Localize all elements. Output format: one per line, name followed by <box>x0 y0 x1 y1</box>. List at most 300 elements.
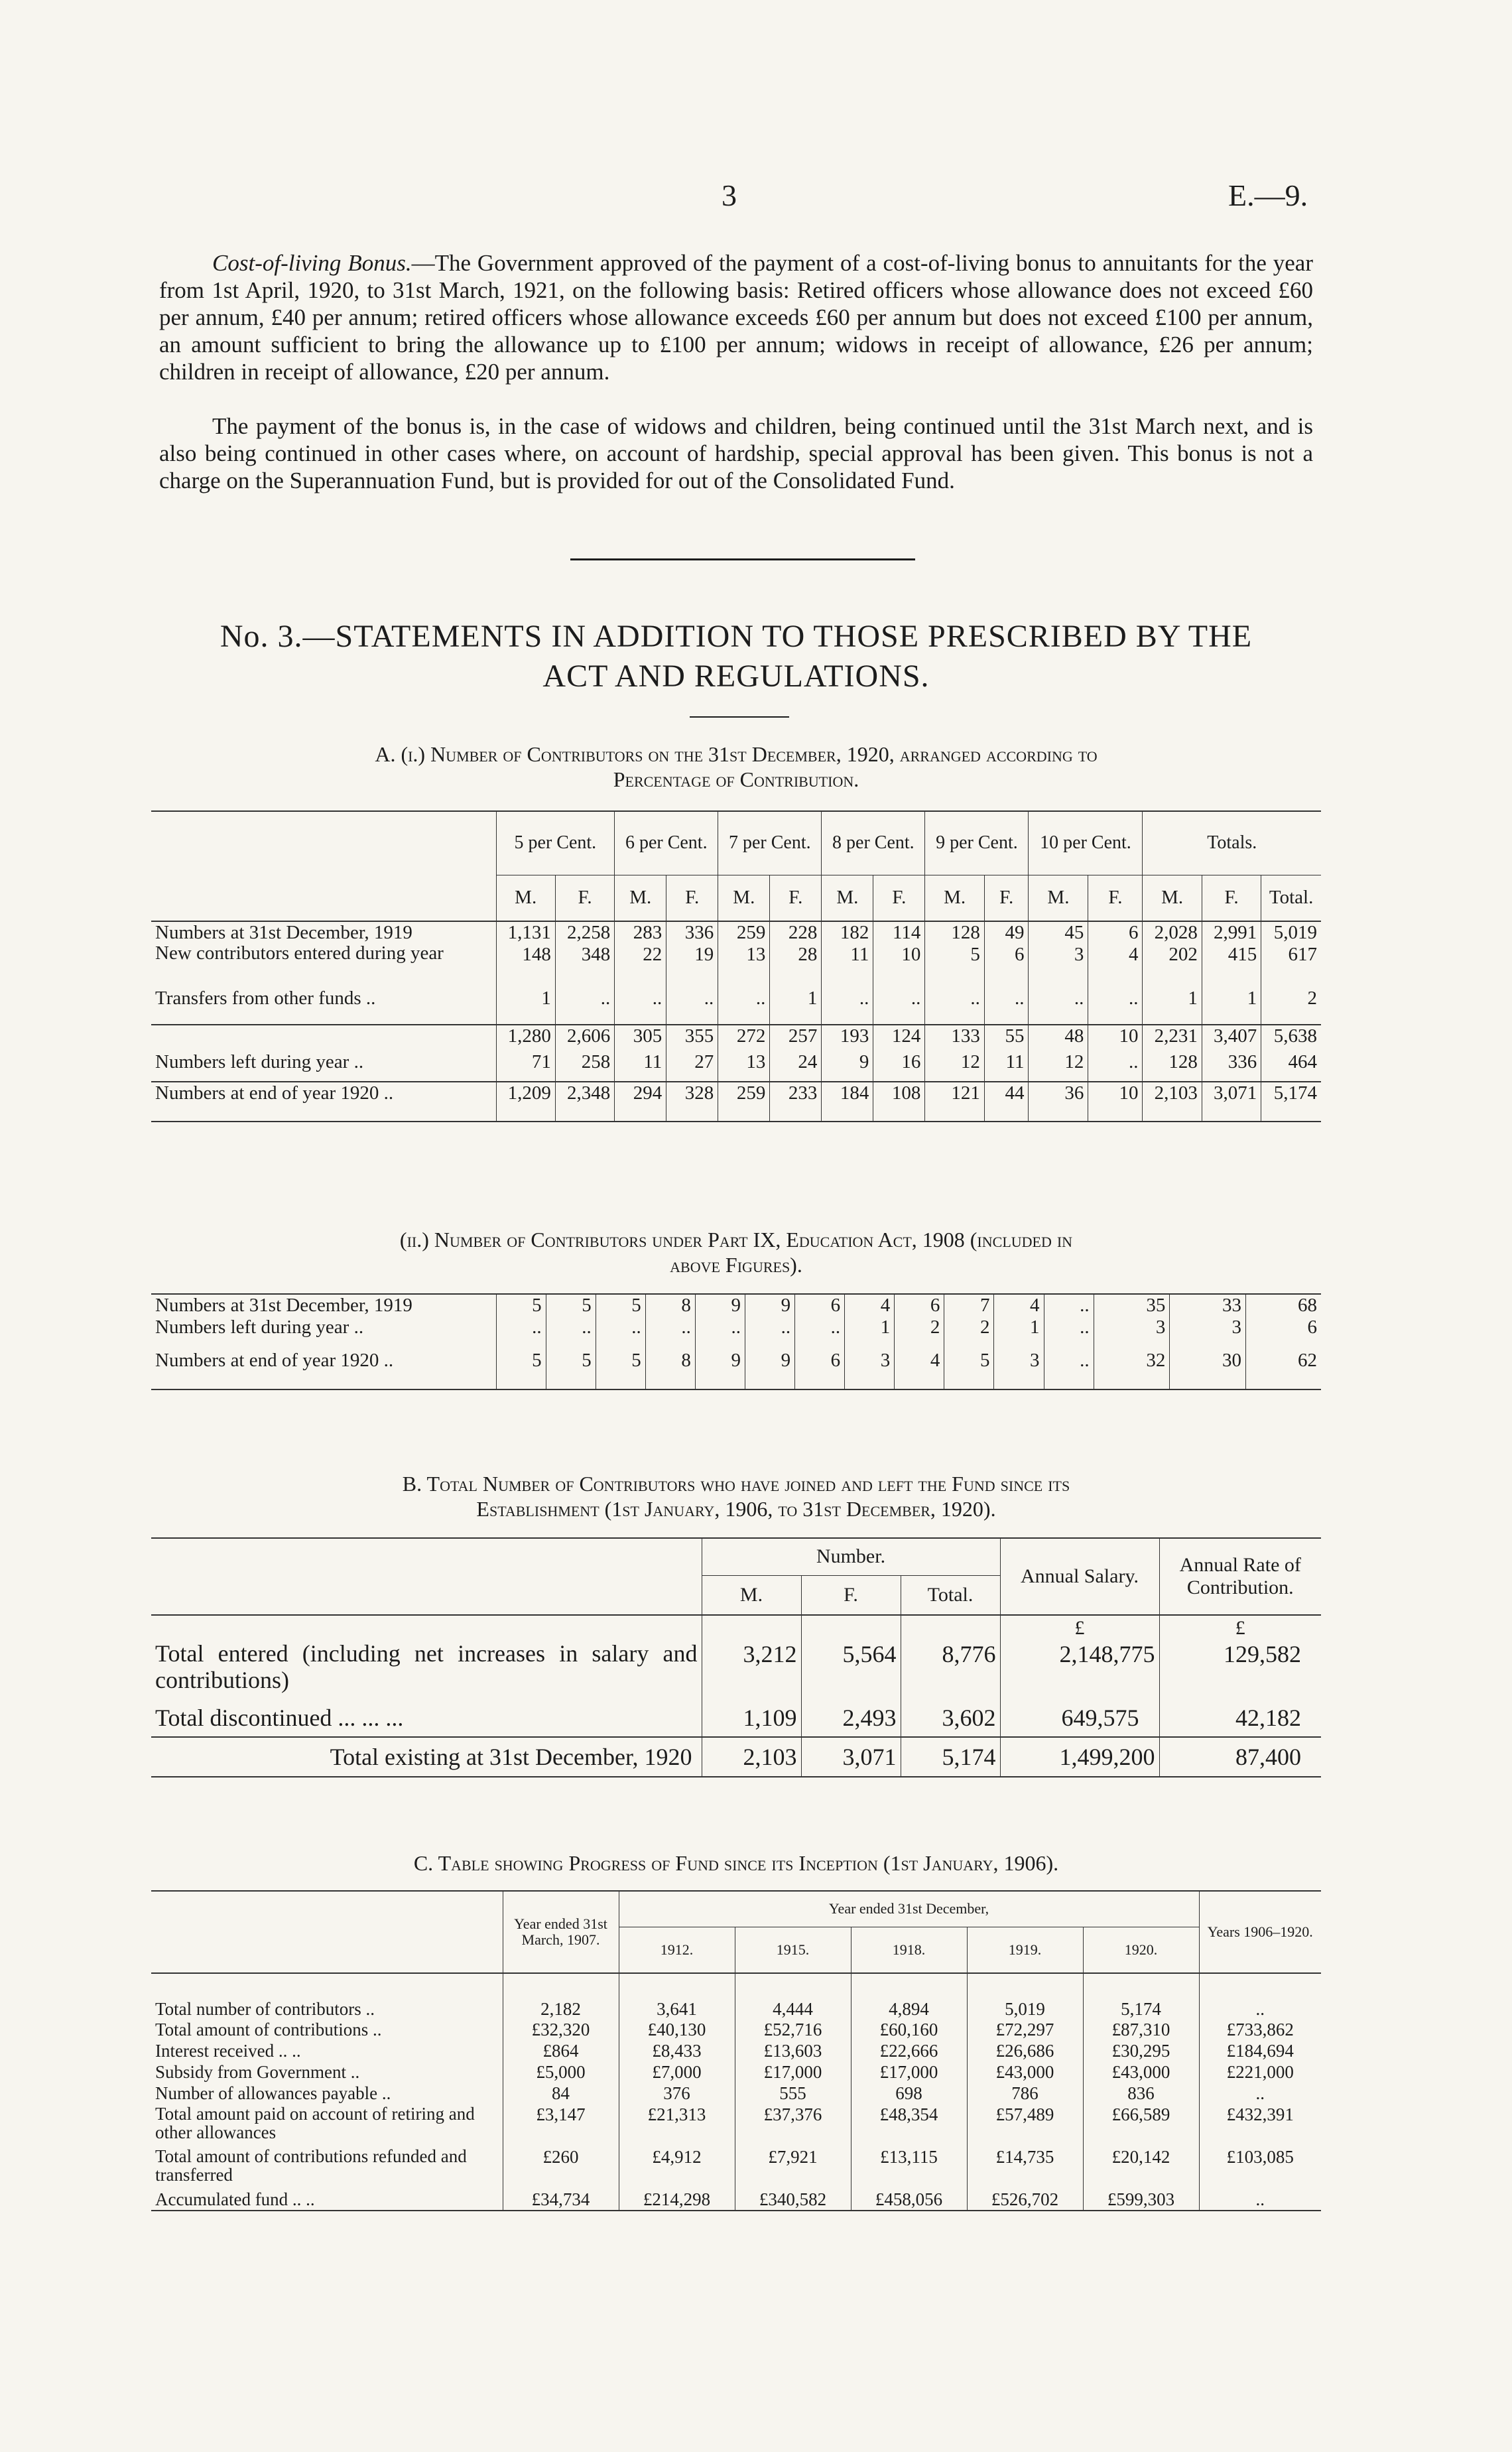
cell-f: 2,493 <box>801 1704 901 1737</box>
cell: £7,921 <box>735 2147 851 2189</box>
table-b-caption-line2: Establishment (1st January, 1906, to 31st December, 1920). <box>476 1497 996 1521</box>
cell: £14,735 <box>967 2147 1083 2189</box>
table-a-caption <box>159 742 1313 792</box>
cell: 35 <box>1094 1294 1170 1317</box>
bonus-continuation-paragraph: The payment of the bonus is, in the case of widows and children, being continued until the 31st March next, and is also being continued in other cases where, on account of hardship, special approval has been given. This bonus is not a charge on the Superannuation Fund, but is provided for out of the Consolidated Fund. <box>159 413 1313 493</box>
row-label: Total amount of contributions refunded and transferred <box>155 2146 467 2185</box>
table-aii-caption-line1: (ii.) Number of Contributors under Part IX, Education Act, 1908 (included in <box>399 1228 1073 1252</box>
table-a-sub-head: F. <box>555 875 614 921</box>
cell: £432,391 <box>1199 2104 1321 2147</box>
cell-rate: 129,582 <box>1159 1640 1321 1704</box>
table-c-corner <box>151 1891 503 1973</box>
cell: 3,407 <box>1202 1025 1261 1051</box>
cell: 2,991 <box>1202 921 1261 944</box>
cell: 348 <box>555 944 614 988</box>
cell: .. <box>1044 1294 1094 1317</box>
table-a-sub-head: M. <box>822 875 873 921</box>
cell: .. <box>645 1317 695 1350</box>
table-a-corner <box>151 811 496 875</box>
cell: 305 <box>615 1025 666 1051</box>
table-aii-caption <box>159 1227 1313 1277</box>
cell: 5 <box>596 1294 645 1317</box>
table-row <box>151 1025 1321 1051</box>
cell: .. <box>496 1317 546 1350</box>
cell: £4,912 <box>619 2147 735 2189</box>
document-code: E.—9. <box>1228 178 1308 212</box>
table-row <box>151 1737 1321 1777</box>
cell: 2 <box>895 1317 944 1350</box>
cell: 283 <box>615 921 666 944</box>
cell: .. <box>873 988 925 1025</box>
cell: £103,085 <box>1199 2147 1321 2189</box>
cost-of-living-heading: Cost-of-living Bonus. <box>212 250 412 276</box>
table-b-unit-rate: £ <box>1159 1615 1321 1640</box>
cell: .. <box>1044 1350 1094 1389</box>
cell: £5,000 <box>503 2062 619 2083</box>
cell: 464 <box>1261 1051 1321 1082</box>
row-label: Interest received .. .. <box>155 2041 301 2061</box>
cell: £66,589 <box>1083 2104 1199 2147</box>
cell: 62 <box>1246 1350 1321 1389</box>
table-a-corner-sub <box>151 875 496 921</box>
cell-m: 2,103 <box>702 1737 801 1777</box>
cell: .. <box>1088 1051 1143 1082</box>
cell: 28 <box>770 944 822 988</box>
table-row <box>151 2062 1321 2083</box>
cell: 3 <box>1094 1317 1170 1350</box>
cell: 2,606 <box>555 1025 614 1051</box>
cell: £8,433 <box>619 2041 735 2062</box>
cell: 30 <box>1170 1350 1246 1389</box>
cell: 10 <box>1088 1082 1143 1122</box>
cell: £87,310 <box>1083 2020 1199 2041</box>
row-label: Numbers at end of year 1920 .. <box>155 1350 394 1371</box>
table-a-group-head: 8 per Cent. <box>822 811 925 875</box>
cell: 3 <box>1029 944 1088 988</box>
table-row <box>151 988 1321 1025</box>
table-row <box>151 2020 1321 2041</box>
cell: 19 <box>666 944 718 988</box>
cost-of-living-text: —The Government approved of the payment of a cost-of-living bonus to annuitants for the year from 1st April, 1920, to 31st March, 1921, on the following basis: Retired officers whose allowance does not exceed £60 per annum, £40 per annum; retired officers whose allowance exceeds £60 per annum but does not exceed £100 per annum, an amount sufficient to bring the allowance up to £100 per annum; widows in receipt of allowance, £26 per annum; children in receipt of allowance, £20 per annum. <box>159 250 1313 385</box>
cell: 355 <box>666 1025 718 1051</box>
table-a-sub-head: F. <box>770 875 822 921</box>
cell: 272 <box>718 1025 770 1051</box>
table-row <box>151 1082 1321 1122</box>
cell: 22 <box>615 944 666 988</box>
cell: 6 <box>984 944 1029 988</box>
section-title-line2: ACT AND REGULATIONS. <box>542 659 930 694</box>
table-aii <box>151 1293 1321 1390</box>
cell: 2,258 <box>555 921 614 944</box>
cell-total: 3,602 <box>901 1704 1000 1737</box>
cell: 49 <box>984 921 1029 944</box>
table-row <box>151 1973 1321 2020</box>
row-label: Total existing at 31st December, 1920 <box>330 1744 692 1770</box>
table-b-head-rate: Annual Rate of Contribution. <box>1159 1538 1321 1615</box>
cell: 193 <box>822 1025 873 1051</box>
cell: 336 <box>666 921 718 944</box>
cell: 1 <box>1143 988 1202 1025</box>
table-c-head-group: Year ended 31st December, <box>619 1891 1199 1927</box>
table-aii-caption-line2: above Figures). <box>670 1253 802 1277</box>
cell: 836 <box>1083 2083 1199 2104</box>
cell: 4 <box>1088 944 1143 988</box>
cell: .. <box>666 988 718 1025</box>
cell: 233 <box>770 1082 822 1122</box>
cell: £72,297 <box>967 2020 1083 2041</box>
row-label: New contributors entered during year <box>155 942 444 964</box>
table-b-unit-salary: £ <box>1000 1615 1159 1640</box>
table-a-sub-head: F. <box>873 875 925 921</box>
cost-of-living-paragraph <box>159 249 1313 385</box>
cell: £17,000 <box>851 2062 967 2083</box>
cell: 3 <box>994 1350 1044 1389</box>
cell: 259 <box>718 921 770 944</box>
cell: .. <box>795 1317 845 1350</box>
cell-f: 3,071 <box>801 1737 901 1777</box>
table-a-sub-head: M. <box>496 875 555 921</box>
cell: £221,000 <box>1199 2062 1321 2083</box>
cell: £37,376 <box>735 2104 851 2147</box>
table-c-year-head: 1918. <box>851 1927 967 1973</box>
cell: 6 <box>795 1294 845 1317</box>
cell: 12 <box>925 1051 985 1082</box>
cell: 2,103 <box>1143 1082 1202 1122</box>
cell: £13,115 <box>851 2147 967 2189</box>
cell: .. <box>822 988 873 1025</box>
row-label: Numbers at 31st December, 1919 <box>155 1295 412 1316</box>
cell: .. <box>1199 2083 1321 2104</box>
cell: 2,348 <box>555 1082 614 1122</box>
cell: .. <box>1029 988 1088 1025</box>
cell: £52,716 <box>735 2020 851 2041</box>
cell: £32,320 <box>503 2020 619 2041</box>
table-b-head-total: Total. <box>901 1575 1000 1615</box>
section-title <box>153 617 1320 696</box>
table-row <box>151 1350 1321 1389</box>
table-b <box>151 1537 1321 1777</box>
table-row <box>151 1317 1321 1350</box>
cell: 1 <box>845 1317 895 1350</box>
table-a <box>151 810 1321 1122</box>
table-c <box>151 1890 1321 2211</box>
cell: 5 <box>546 1294 596 1317</box>
cell: £20,142 <box>1083 2147 1199 2189</box>
cell: 11 <box>822 944 873 988</box>
cell: .. <box>1199 1973 1321 2020</box>
cell: 55 <box>984 1025 1029 1051</box>
row-label: Numbers at end of year 1920 .. <box>155 1082 394 1104</box>
table-a-group-head: 6 per Cent. <box>615 811 718 875</box>
cell: 1,209 <box>496 1082 555 1122</box>
row-label: Total discontinued ... ... ... <box>155 1705 404 1731</box>
section-divider <box>570 558 915 560</box>
cell: 9 <box>745 1350 794 1389</box>
cell: 6 <box>1246 1317 1321 1350</box>
cell: .. <box>718 988 770 1025</box>
table-c-year-head: 1920. <box>1083 1927 1199 1973</box>
cell: 336 <box>1202 1051 1261 1082</box>
row-label: Subsidy from Government .. <box>155 2062 360 2082</box>
table-b-corner <box>151 1538 702 1615</box>
cell: £458,056 <box>851 2189 967 2211</box>
cell: 84 <box>503 2083 619 2104</box>
cell: 294 <box>615 1082 666 1122</box>
cell: 3 <box>845 1350 895 1389</box>
cell: 415 <box>1202 944 1261 988</box>
cell: 5,174 <box>1261 1082 1321 1122</box>
cell: 258 <box>555 1051 614 1082</box>
cell: .. <box>925 988 985 1025</box>
cell: 6 <box>1088 921 1143 944</box>
cell: 68 <box>1246 1294 1321 1317</box>
cell: .. <box>1044 1317 1094 1350</box>
cell: .. <box>1088 988 1143 1025</box>
cell: 9 <box>695 1350 745 1389</box>
cell: 114 <box>873 921 925 944</box>
cell: .. <box>555 988 614 1025</box>
cell: 376 <box>619 2083 735 2104</box>
table-c-year-head: 1912. <box>619 1927 735 1973</box>
cell: 44 <box>984 1082 1029 1122</box>
cell: 259 <box>718 1082 770 1122</box>
cell-m: 3,212 <box>702 1640 801 1704</box>
page-number: 3 <box>722 178 737 212</box>
table-b-head-m: M. <box>702 1575 801 1615</box>
title-underline <box>690 716 789 718</box>
cell: £34,734 <box>503 2189 619 2211</box>
cell: .. <box>745 1317 794 1350</box>
table-c-caption: C. Table showing Progress of Fund since its Inception (1st January, 1906). <box>413 1851 1059 1875</box>
cell: 2,231 <box>1143 1025 1202 1051</box>
cell-salary: 649,575 <box>1000 1704 1159 1737</box>
table-a-sub-head: M. <box>925 875 985 921</box>
cell: 2,182 <box>503 1973 619 2020</box>
table-b-head-number: Number. <box>702 1538 1000 1575</box>
cell: £21,313 <box>619 2104 735 2147</box>
row-label: Number of allowances payable .. <box>155 2083 391 2103</box>
cell: £864 <box>503 2041 619 2062</box>
cell: £22,666 <box>851 2041 967 2062</box>
cell-salary: 1,499,200 <box>1000 1737 1159 1777</box>
cell: 5 <box>925 944 985 988</box>
cell: 3,071 <box>1202 1082 1261 1122</box>
cell: 6 <box>795 1350 845 1389</box>
cell: 7 <box>944 1294 994 1317</box>
cell: £733,862 <box>1199 2020 1321 2041</box>
cell: 128 <box>1143 1051 1202 1082</box>
cell: £43,000 <box>1083 2062 1199 2083</box>
table-c-head-last: Years 1906–1920. <box>1199 1891 1321 1973</box>
cell: 124 <box>873 1025 925 1051</box>
section-title-line1: No. 3.—STATEMENTS IN ADDITION TO THOSE PRESCRIBED BY THE <box>220 619 1253 654</box>
cell: 5 <box>546 1350 596 1389</box>
row-label: Transfers from other funds .. <box>155 988 376 1009</box>
cell: 8 <box>645 1350 695 1389</box>
cell: 121 <box>925 1082 985 1122</box>
cell-salary: 2,148,775 <box>1000 1640 1159 1704</box>
table-b-caption-line1: B. Total Number of Contributors who have joined and left the Fund since its <box>402 1472 1070 1496</box>
cell: 36 <box>1029 1082 1088 1122</box>
table-a-sub-head: Total. <box>1261 875 1321 921</box>
row-label: Total entered (including net increases in salary and contributions) <box>155 1640 698 1693</box>
cell: 9 <box>745 1294 794 1317</box>
cell: 5,174 <box>1083 1973 1199 2020</box>
table-a-sub-head: F. <box>666 875 718 921</box>
cell: £60,160 <box>851 2020 967 2041</box>
cell: £7,000 <box>619 2062 735 2083</box>
row-label: Numbers left during year .. <box>155 1317 364 1338</box>
cell: 5 <box>596 1350 645 1389</box>
table-a-sub-head: M. <box>1029 875 1088 921</box>
cell: £13,603 <box>735 2041 851 2062</box>
cell: 6 <box>895 1294 944 1317</box>
cell: 3 <box>1170 1317 1246 1350</box>
cell: 133 <box>925 1025 985 1051</box>
table-row <box>151 1640 1321 1704</box>
cell: 32 <box>1094 1350 1170 1389</box>
cell: 16 <box>873 1051 925 1082</box>
cell: 9 <box>695 1294 745 1317</box>
cell: £599,303 <box>1083 2189 1199 2211</box>
cell: .. <box>984 988 1029 1025</box>
cell: 257 <box>770 1025 822 1051</box>
cell: 1 <box>994 1317 1044 1350</box>
cell: 2 <box>944 1317 994 1350</box>
cell: 2,028 <box>1143 921 1202 944</box>
table-a-group-head: 10 per Cent. <box>1029 811 1143 875</box>
cell-rate: 42,182 <box>1159 1704 1321 1737</box>
row-label: Numbers left during year .. <box>155 1051 364 1072</box>
cell: 786 <box>967 2083 1083 2104</box>
table-a-sub-head: M. <box>615 875 666 921</box>
row-label <box>151 1025 496 1051</box>
table-a-sub-head: F. <box>1202 875 1261 921</box>
cell: £43,000 <box>967 2062 1083 2083</box>
cell: 11 <box>984 1051 1029 1082</box>
cell: 1 <box>1202 988 1261 1025</box>
table-a-group-head: 9 per Cent. <box>925 811 1029 875</box>
cell: 3,641 <box>619 1973 735 2020</box>
row-label: Total amount paid on account of retiring and other allowances <box>155 2104 475 2142</box>
table-b-caption <box>159 1471 1313 1521</box>
table-row <box>151 1704 1321 1737</box>
cell: 5 <box>944 1350 994 1389</box>
cell: 27 <box>666 1051 718 1082</box>
cell: 11 <box>615 1051 666 1082</box>
cell-rate: 87,400 <box>1159 1737 1321 1777</box>
cell: 4 <box>895 1350 944 1389</box>
table-c-year-head: 1915. <box>735 1927 851 1973</box>
table-a-group-head: 7 per Cent. <box>718 811 822 875</box>
cell: 33 <box>1170 1294 1246 1317</box>
cell: 12 <box>1029 1051 1088 1082</box>
table-b-head-f: F. <box>801 1575 901 1615</box>
table-c-year-head: 1919. <box>967 1927 1083 1973</box>
cell: £26,686 <box>967 2041 1083 2062</box>
cell: 617 <box>1261 944 1321 988</box>
cell: £40,130 <box>619 2020 735 2041</box>
table-a-sub-head: M. <box>718 875 770 921</box>
cell: 4,444 <box>735 1973 851 2020</box>
cell: 328 <box>666 1082 718 1122</box>
table-c-head-first: Year ended 31st March, 1907. <box>503 1891 619 1973</box>
cell: .. <box>546 1317 596 1350</box>
table-a-sub-head: F. <box>984 875 1029 921</box>
cell: 10 <box>1088 1025 1143 1051</box>
cell: £30,295 <box>1083 2041 1199 2062</box>
table-a-caption-line1: A. (i.) Number of Contributors on the 31st December, 1920, arranged according to <box>375 742 1098 766</box>
cell: 4,894 <box>851 1973 967 2020</box>
row-label: Total amount of contributions .. <box>155 2020 382 2039</box>
cell: 1,131 <box>496 921 555 944</box>
cell: 184 <box>822 1082 873 1122</box>
cell: £17,000 <box>735 2062 851 2083</box>
cell: 4 <box>845 1294 895 1317</box>
cell: 555 <box>735 2083 851 2104</box>
cell: 13 <box>718 1051 770 1082</box>
cell-f: 5,564 <box>801 1640 901 1704</box>
cell: 202 <box>1143 944 1202 988</box>
row-label: Accumulated fund .. .. <box>155 2189 315 2209</box>
cell: £57,489 <box>967 2104 1083 2147</box>
cell: 48 <box>1029 1025 1088 1051</box>
cell: 228 <box>770 921 822 944</box>
table-b-head-salary: Annual Salary. <box>1000 1538 1159 1615</box>
table-a-caption-line2: Percentage of Contribution. <box>613 767 859 791</box>
cell: 13 <box>718 944 770 988</box>
cell: 5,019 <box>1261 921 1321 944</box>
cell: 5,019 <box>967 1973 1083 2020</box>
cell: .. <box>615 988 666 1025</box>
cell: £3,147 <box>503 2104 619 2147</box>
cell: .. <box>695 1317 745 1350</box>
table-a-sub-head: F. <box>1088 875 1143 921</box>
table-row <box>151 1294 1321 1317</box>
cell: .. <box>596 1317 645 1350</box>
cell: 10 <box>873 944 925 988</box>
cell: £260 <box>503 2147 619 2189</box>
cell: £214,298 <box>619 2189 735 2211</box>
table-row <box>151 944 1321 988</box>
cell: £48,354 <box>851 2104 967 2147</box>
cell: 108 <box>873 1082 925 1122</box>
cell: 2 <box>1261 988 1321 1025</box>
cell: 45 <box>1029 921 1088 944</box>
table-row <box>151 2147 1321 2189</box>
cell: £340,582 <box>735 2189 851 2211</box>
cell-m: 1,109 <box>702 1704 801 1737</box>
row-label: Numbers at 31st December, 1919 <box>155 922 412 943</box>
cell: £526,702 <box>967 2189 1083 2211</box>
table-a-group-head: Totals. <box>1143 811 1321 875</box>
table-row <box>151 2083 1321 2104</box>
cell: 182 <box>822 921 873 944</box>
table-a-sub-head: M. <box>1143 875 1202 921</box>
cell: 698 <box>851 2083 967 2104</box>
table-a-group-head: 5 per Cent. <box>496 811 615 875</box>
cell: 1 <box>770 988 822 1025</box>
cell: .. <box>1199 2189 1321 2211</box>
cell: 4 <box>994 1294 1044 1317</box>
cell: 1 <box>496 988 555 1025</box>
cell: 8 <box>645 1294 695 1317</box>
cell: 71 <box>496 1051 555 1082</box>
row-label: Total number of contributors .. <box>155 1999 375 2019</box>
cell: £184,694 <box>1199 2041 1321 2062</box>
cell: 1,280 <box>496 1025 555 1051</box>
table-row <box>151 2104 1321 2147</box>
